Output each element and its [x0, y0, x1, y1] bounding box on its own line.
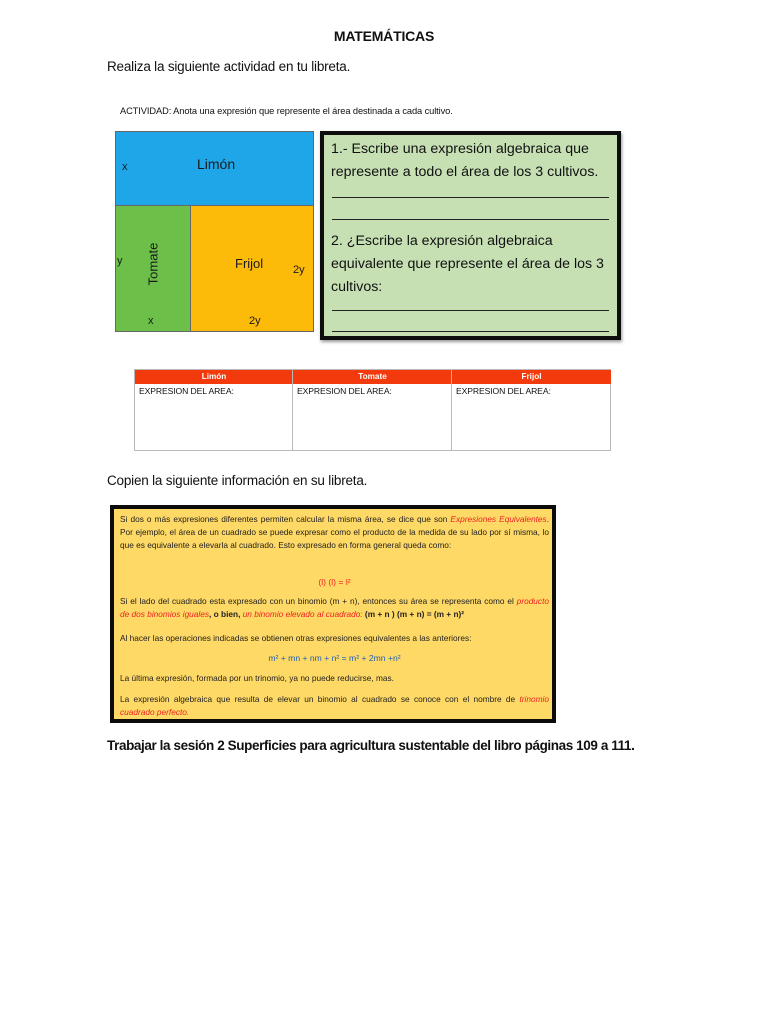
info-box — [110, 505, 556, 723]
formula-square-area: (l) (l) = l² — [318, 577, 351, 587]
answer-line-2b — [332, 331, 609, 332]
answer-line-2a — [332, 310, 609, 311]
limon-label: Limón — [197, 156, 236, 172]
tomate-side-label: y — [117, 255, 123, 267]
table-header-frijol: Frijol — [452, 370, 611, 384]
area-expression-table — [134, 369, 611, 451]
questions-box — [320, 131, 621, 340]
page-title: MATEMÁTICAS — [333, 28, 435, 44]
answer-line-1b — [332, 219, 609, 220]
answer-line-1a — [332, 197, 609, 198]
limon-side-label: x — [122, 161, 128, 173]
info-paragraph-3: Al hacer las operaciones indicadas se obtienen otras expresiones equivalentes a las anteriores: — [120, 633, 472, 643]
table-header-tomate: Tomate — [293, 370, 452, 384]
frijol-side-label: 2y — [293, 264, 305, 276]
table-header-limon: Limón — [135, 370, 293, 384]
table-cell-tomate: EXPRESION DEL AREA: — [297, 386, 392, 396]
instruction-copy: Copien la siguiente información en su libreta. — [107, 473, 368, 488]
final-instruction: Trabajar la sesión 2 Superficies para agricultura sustentable del libro páginas 109 a 111. — [107, 738, 635, 753]
formula-expansion: m² + mn + nm + n² = m² + 2mn +n² — [268, 653, 401, 663]
activity-statement — [120, 106, 453, 116]
info-paragraph-4: La última expresión, formada por un trinomio, ya no puede reducirse, mas. — [120, 673, 394, 683]
frijol-label: Frijol — [235, 256, 264, 271]
info-paragraph-5: La expresión algebraica que resulta de elevar un binomio al cuadrado se conoce con el nombre de trinomio cuadrado perfecto. — [120, 694, 549, 717]
question-2: 2. ¿Escribe la expresión algebraica equivalente que represente el área de los 3 cultivos: — [331, 233, 604, 295]
activity-label: ACTIVIDAD: — [120, 106, 172, 116]
table-cell-frijol: EXPRESION DEL AREA: — [456, 386, 551, 396]
info-paragraph-2: Si el lado del cuadrado esta expresado con un binomio (m + n), entonces su área se representa como el producto de dos binomios iguales, o bien, un binomio elevado al cuadrado: (m + n ) (m + n) = (m + n)² — [120, 596, 549, 619]
instruction-activity: Realiza la siguiente actividad en tu libreta. — [107, 59, 351, 74]
question-1: 1.- Escribe una expresión algebraica que represente a todo el área de los 3 cultivos. — [331, 141, 599, 180]
table-cell-limon: EXPRESION DEL AREA: — [139, 386, 234, 396]
tomate-bottom-label: x — [148, 315, 154, 327]
tomate-label: Tomate — [145, 242, 161, 286]
activity-text: Anota una expresión que represente el área destinada a cada cultivo. — [173, 106, 453, 116]
frijol-bottom-label: 2y — [249, 315, 261, 327]
info-paragraph-1: Si dos o más expresiones diferentes permiten calcular la misma área, se dice que son Expresiones Equivalentes. Por ejemplo, el área de un cuadrado se puede expresar como el producto de la medida de su lado por sí misma, lo que es equivalente a elevarla al cuadrado. Esto expresado en forma general queda como: — [120, 514, 549, 550]
